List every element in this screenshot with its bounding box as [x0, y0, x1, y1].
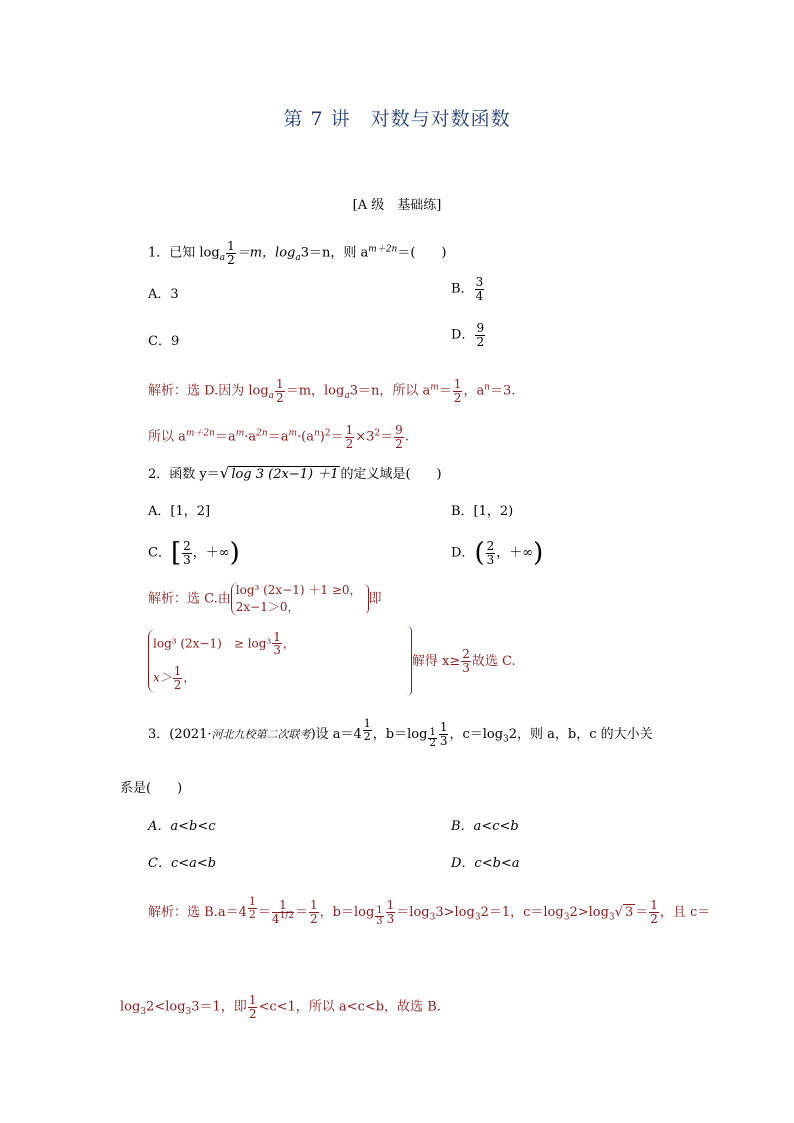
q3-option-a: A．a<b<c — [148, 819, 216, 834]
q1-option-d: D． $\frac{9}{2}$ — [451, 321, 485, 349]
q1-solution-line-2: 所以 $a^{m+2n}=a^m\cdot a^{2n}=a^m\cdot(a^n)^2=$ $\frac{1}{2}$ $\times 3^2=$ $\frac{9}{2}$ . — [148, 423, 409, 451]
q1-option-b: B． $\frac{3}{4}$ — [451, 275, 484, 303]
q2-solution-line-1: 解析：选 C.由 log³ (2x−1) ＋1 ≥0， 2x−1＞0， 即 — [148, 583, 382, 614]
question-2: 2．函数 y＝√ log 3 (2x−1) ＋1 的定义域是( ) — [148, 464, 442, 482]
q3-solution-line-1: 解析：选 B.a＝4 $^{\frac{1}{2}}$ ＝ $\frac{1}{4^{1/2}}$ ＝ $\frac{1}{2}$ ，b＝log $_{\frac{1}{3}}$ $\frac{1}{3}$ $=\log_33>\log_32=1$，$c=\log_32>\log_3√$ 3 ＝ $\frac{1}{2}$ ，且 c＝ — [148, 895, 711, 928]
q1-solution-line-1: 解析：选 D.因为 $\log_a$ $\frac{1}{2}$ ＝m，$\log_a3=n$，所以 $a^m=$ $\frac{1}{2}$ ，$a^n=3$. — [148, 377, 516, 405]
question-3: 3．(2021·河北九校第二次联考)设 a＝4 $^{\frac{1}{2}}$ ，b＝log $_{\frac{1}{2}}$ $\frac{1}{3}$ ，$c=\log_32$，则 a，b，c 的大小关 — [148, 717, 653, 750]
section-level-heading: [A 级 基础练] — [352, 198, 442, 213]
q3-option-d: D．c<b<a — [451, 856, 520, 871]
q3-option-c: C．c<a<b — [148, 856, 217, 871]
question-1: 1．已知 $\log_a$ $\frac{1}{2}$ ＝m，$\log_a3=n$，则 $a^{m+2n}=$( ) — [148, 239, 447, 267]
question-3-continued: 系是( ) — [120, 781, 183, 796]
q2-solution-line-2: log³ (2x−1) ≥ log³ $\frac{1}{3}$ ， x＞ $\frac{1}{2}$ ， 解得 x≥ $\frac{2}{3}$ 故选 C. — [148, 626, 516, 696]
q2-option-d: D．( $\frac{2}{3}$ ，＋∞) — [451, 538, 544, 569]
q1-option-a: A．3 — [148, 287, 179, 302]
q3-option-b: B．a<c<b — [451, 819, 519, 834]
q1-option-c: C．9 — [148, 334, 180, 349]
q2-option-c: C．[ $\frac{2}{3}$ ，＋∞) — [148, 538, 240, 569]
q2-option-b: B．[1，2) — [451, 504, 514, 519]
page-title: 第 7 讲 对数与对数函数 — [283, 108, 511, 130]
q2-option-a: A．[1，2] — [148, 504, 211, 519]
q3-solution-line-2: $\log_32<\log_33=1$，即 $\frac{1}{2}$ <c<1，所以 a<c<b，故选 B. — [120, 993, 441, 1021]
